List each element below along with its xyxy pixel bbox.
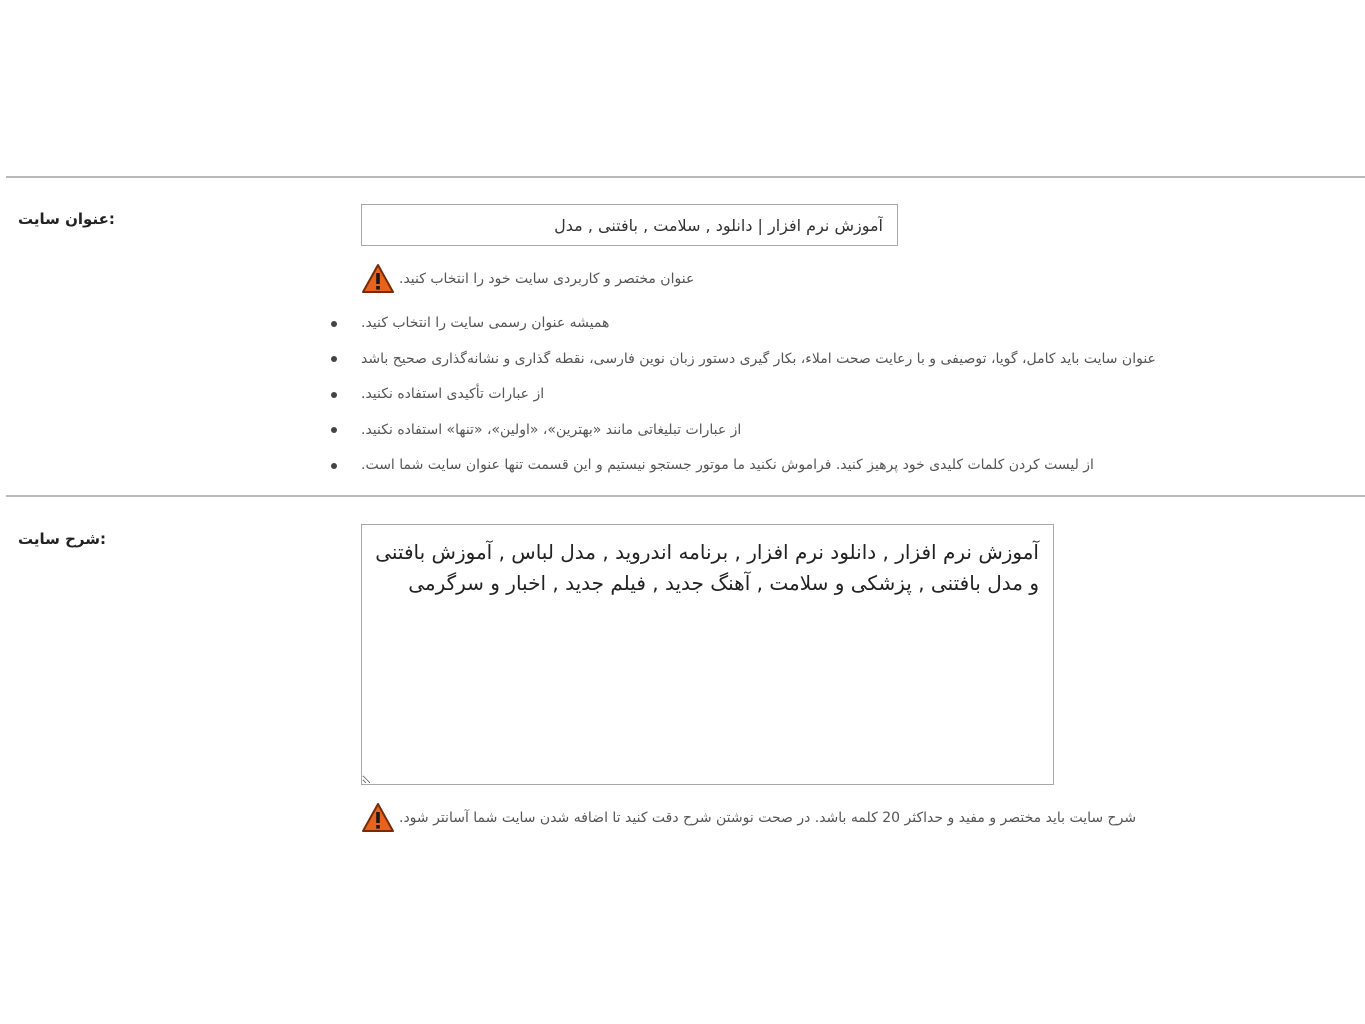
rule-text: از عبارات تبلیغاتی مانند «بهترین»، «اولین»، «تنها» استفاده نکنید. [361, 421, 742, 438]
title-hint [361, 263, 694, 295]
bullet-icon [331, 321, 337, 327]
site-description-label: :شرح سایت [18, 530, 107, 548]
list-item [0, 413, 1365, 449]
site-title-input[interactable] [361, 204, 898, 246]
bullet-icon [331, 427, 337, 433]
rule-text: از عبارات تأکیدی استفاده نکنید. [361, 386, 545, 402]
bullet-icon [331, 392, 337, 398]
top-divider [6, 176, 1365, 178]
bullet-icon [331, 463, 337, 469]
list-item [0, 342, 1365, 378]
title-rules-list [0, 306, 1365, 484]
rule-text: از لیست کردن کلمات کلیدی خود پرهیز کنید. فراموش نکنید ما موتور جستجو نیستیم و این قسمت تنها عنوان سایت شما است. [361, 457, 1094, 473]
description-hint-text: شرح سایت باید مختصر و مفید و حداکثر 20 کلمه باشد. در صحت نوشتن شرح دقت کنید تا اضافه شدن سایت شما آسانتر شود. [399, 810, 1137, 826]
list-item [0, 448, 1365, 484]
list-item [0, 306, 1365, 342]
description-hint [361, 802, 1136, 834]
warning-icon [361, 802, 395, 834]
title-hint-text: عنوان مختصر و کاربردی سایت خود را انتخاب کنید. [399, 271, 695, 287]
warning-icon [361, 263, 395, 295]
rule-text: همیشه عنوان رسمی سایت را انتخاب کنید. [361, 315, 610, 331]
site-description-textarea[interactable] [361, 524, 1054, 785]
bullet-icon [331, 356, 337, 362]
middle-divider [6, 495, 1365, 497]
site-title-label: :عنوان سایت [18, 210, 115, 228]
list-item [0, 377, 1365, 413]
rule-text: عنوان سایت باید کامل، گویا، توصیفی و با رعایت صحت املاء، بکار گیری دستور زبان نوین فارسی، نقطه گذاری و نشانه‌گذاری صحیح باشد [361, 350, 1156, 367]
